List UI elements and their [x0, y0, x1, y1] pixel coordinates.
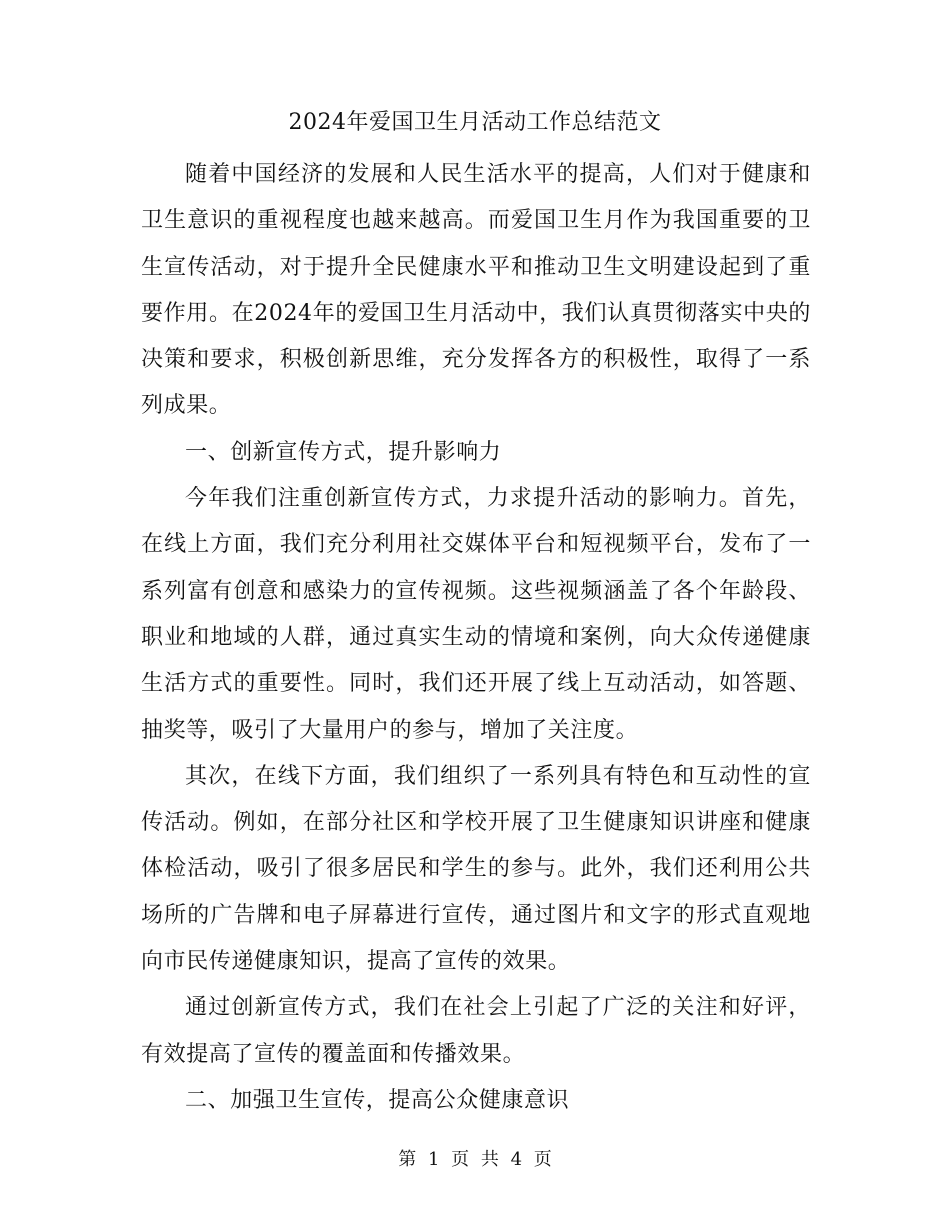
- document-body: [141, 152, 811, 1124]
- page-number-footer: 第 1 页 共 4 页: [398, 1149, 552, 1170]
- section-heading-1: 一、创新宣传方式，提升影响力: [185, 439, 502, 465]
- document-title: 2024年爱国卫生月活动工作总结范文: [288, 110, 662, 135]
- section-heading-2: 二、加强卫生宣传，提高公众健康意识: [185, 1087, 570, 1113]
- paragraph-intro: 随着中国经济的发展和人民生活水平的提高，人们对于健康和卫生意识的重视程度也越来越高。而爱国卫生月作为我国重要的卫生宣传活动，对于提升全民健康水平和推动卫生文明建设起到了重要作用。在2024年的爱国卫生月活动中，我们认真贯彻落实中央的决策和要求，积极创新思维，充分发挥各方的积极性，取得了一系列成果。: [141, 162, 811, 419]
- paragraph-summary: 通过创新宣传方式，我们在社会上引起了广泛的关注和好评，有效提高了宣传的覆盖面和传播效果。: [141, 995, 811, 1067]
- paragraph-online-promotion: 今年我们注重创新宣传方式，力求提升活动的影响力。首先，在线上方面，我们充分利用社交媒体平台和短视频平台，发布了一系列富有创意和感染力的宣传视频。这些视频涵盖了各个年龄段、职业和地域的人群，通过真实生动的情境和案例，向大众传递健康生活方式的重要性。同时，我们还开展了线上互动活动，如答题、抽奖等，吸引了大量用户的参与，增加了关注度。: [141, 486, 811, 743]
- paragraph-offline-promotion: 其次，在线下方面，我们组织了一系列具有特色和互动性的宣传活动。例如，在部分社区和学校开展了卫生健康知识讲座和健康体检活动，吸引了很多居民和学生的参与。此外，我们还利用公共场所的广告牌和电子屏幕进行宣传，通过图片和文字的形式直观地向市民传递健康知识，提高了宣传的效果。: [141, 763, 811, 975]
